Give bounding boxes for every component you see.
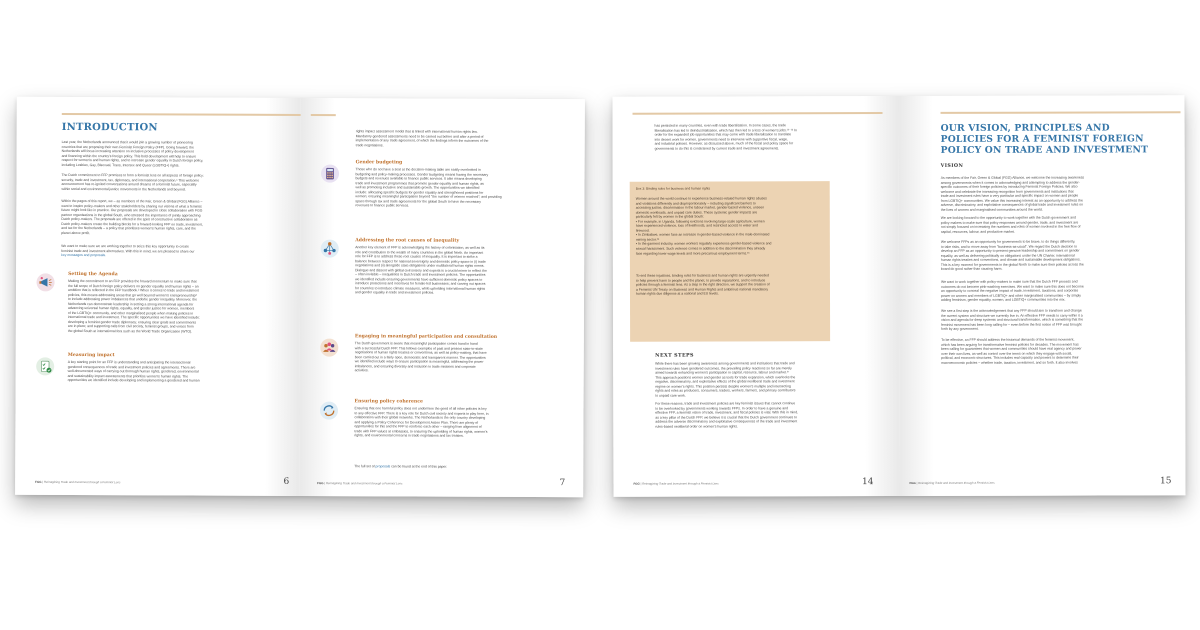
- page-15: [898, 95, 1185, 496]
- vision-paragraph-4: We want to work together with policy-makers to make sure that the Dutch FFP process and outcomes do not become pink-washing exercises. We want to make sure this does not become an opportunity to conceal the negative impact of trade, investment, taxations, and corporate power on women and members of LGBTIQ+ and other marginalised communities – by simply adding feminism, gender equality, women, and LGBTIQ+ communities into the mix.: [940, 279, 1084, 303]
- top-accent-rule: [62, 113, 301, 116]
- section-body-gender-budgeting: Those who do not have a seat at the decision-making table are easily overlooked in budgeting and policy-making processes. Gender budgeting means having the necessary budgets and revenues available to finance public services. It also means developing trade and investment programmes that promote gender equality and human rights, as well as promoting inclusive and sustainable growth. The opportunities we identified include: allocating specific budgets for gender equality and strengthened positions for women; ensuring meaningful participation beyond "the number of women reached"; and providing space through tax and trade agreements for the global South to have the necessary revenues to finance public services.: [355, 167, 502, 208]
- vision-paragraph-2: We are looking forward to the opportunity to work together with the Dutch government and policy-makers to make sure that policy responses around gender, trade, and investment are not simply focused on increasing the numbers and roles of women involved in the free flow of capital, resources, labour, and productive market.: [940, 215, 1081, 234]
- section-heading-root-causes: Addressing the root causes of inequality: [355, 238, 460, 244]
- page-14: [612, 96, 899, 497]
- next-steps-paragraph-2: For these reasons, trade and investment policies are key feminist issues that cannot continue to be overlooked by governments working towards FFPs. In order to have a genuine and effective FFP, a feminist vision of trade, investment, and fiscal policies is vital. With this in mind, as a key pillar of the Dutch FFP, we believe it is crucial that the Dutch government continues to address the adverse discriminatory and exploitative consequences of the trade and investment rules-based neoliberal order on women's human rights.: [655, 401, 799, 429]
- page-number: 15: [1160, 476, 1172, 487]
- box-title: Box 3: Binding rules for business and human rights: [635, 186, 711, 191]
- page-number: 7: [559, 478, 566, 489]
- next-steps-paragraph-1: While there has been growing awareness among governments and institutions that trade and investment rules have gendered outcomes, the prevailing policy reactions so far are merely aimed towards enhancing women's participation in capital, resource, labour and market.²⁷ This approach positions women and gender as tools for trade expansion, which overlooks the negative, discriminatory, and exploitative effects of the global neoliberal trade and investment regime on women's rights. This position persists despite women's multiple and intersecting rights and roles as producers, consumers, traders, workers, farmers, and primary contributors to unpaid care work.: [655, 361, 796, 398]
- top-accent-rule: [633, 112, 883, 115]
- page-title: INTRODUCTION: [61, 121, 158, 134]
- section-body-root-causes: Another key element of FFP is acknowledging the history of colonisation, as well as its role and contribution to the wealth of many countries in the global North. An important role for FFP is to address these root causes of inequality. It is important to strike a balance between respect for national sovereignty and domestic policy space in (i) trade negotiations and (ii) alongside state obligations under multilateral human rights norms. Dialogue and dissent with global civil society and experts is a crucial mirror to reflect the – often invisible – inequalities in Dutch trade and investment policies. The opportunities we identified include ensuring governments have sufficient domestic policy spaces to introduce protections and incentives for female-led businesses; and carving out spaces for countries to introduce climate measures, while upholding international human rights and gender equality in trade and investment policies.: [355, 245, 487, 296]
- section-heading-measuring-impact: Measuring impact: [67, 352, 115, 359]
- checklist-icon: [36, 357, 55, 376]
- section-heading-gender-budgeting: Gender budgeting: [355, 160, 403, 166]
- spread-pages-14-15: [612, 95, 1185, 496]
- footer-brand: FGG: [35, 479, 42, 484]
- cycle-arrows-icon: [319, 401, 338, 420]
- page-title: OUR VISION, PRINCIPLES AND POLICIES FOR A FEMINIST FOREIGN POLICY ON TRADE AND INVESTMENT: [940, 122, 1149, 156]
- footer-title: Reimagining Trade and Investment through a Feminist Lens: [43, 479, 121, 485]
- people-icon: [320, 338, 339, 357]
- network-icon: [320, 239, 339, 258]
- box-body: Women around the world continue to experience business-related human rights abuses and violations differently and disproportionately – including significant barriers to accessing justice, discrimination in the labour market, gender-based violence, unseen domestic workloads, and unpaid care duties. These systemic gender impacts are particularly felt by women in the global South: • For example, in Uganda, following evictions involving large-scale agriculture, women have experienced violence, loss of livelihoods, and restricted access to water and firewood. • In Zimbabwe, women face an increase in gender-based violence in the male-dominated mining sector.²⁵ • In the garment industry, women workers regularly experience gender-based violence and sexual harassment. Such violence comes in addition to the discrimination they already face regarding lower wage levels and more precarious employment terms.²⁶: [635, 196, 772, 256]
- closing-text-pre: The full set of: [354, 464, 376, 469]
- page-footer: FGG | Reimagining Trade and Investment through a Feminist Lens: [317, 481, 403, 486]
- page-footer: FGG | Reimagining Trade and Investment through a Feminist Lens: [909, 480, 995, 485]
- calculator-icon: [320, 164, 339, 183]
- page-6: [15, 97, 301, 496]
- closing-text-post: can be found at the end of this paper.: [390, 464, 448, 469]
- intro-paragraph-1: Last year, the Netherlands announced that it would join a growing number of pioneering countries that are proposing their own Feminist Foreign Policy (FFP). Going forward, the Netherlands will focus increasing attention on inclusive processes of policy development and financing within the country's foreign policy. This bold development will help to ensure respect for women's and human rights, and to increase gender equality in Dutch foreign policy, including Lesbian, Gay, Bisexual, Trans, Intersex and Queer (LGBTIQ+) rights.: [61, 139, 204, 168]
- page-footer: FGG | Reimagining Trade and Investment through a Feminist Lens: [633, 481, 719, 486]
- intro-paragraph-2: The Dutch commitment to FFP promises to form a feminist lens on all aspects of foreign policy: security, trade and investment, tax, diplomacy, and international cooperation.¹ This welcome announcement has re-ignited conversations around dreams of a feminist future, especially within social and environmental justice movements in the Netherlands and beyond.: [61, 172, 204, 192]
- vision-paragraph-1: As members of the Fair, Green & Global (FGG) Alliance, we welcome the increasing awareness among governments when it comes to acknowledging and attempting to address the gender- specific outcomes of their foreign policies by introducing Feminist Foreign Policies. We also welcome and celebrate the increasing recognition from governments and institutions that trade and investment rules have a very particular and specific impact on women and people from LGBTIQ+ communities. We value this increasing interest as an opportunity to address the adverse, discriminatory, and exploitative consequences of global trade and investment rules on the lives of women and marginalised communities around the world.: [940, 175, 1085, 212]
- page-number: 14: [862, 477, 874, 488]
- section-body-participation: The Dutch government is aware that meaningful participation comes hand in hand with a successful Dutch FFP. This follows examples of past and present state-to-state negotiations of human rights treaties or conventions, as well as policy-making, that have been carried out in a fairly open, democratic and transparent manner. The opportunities we identified include ways to ensure participation is meaningful, addressing the power imbalances, and ensuring diversity and inclusion in trade missions and corporate activities.: [354, 341, 487, 373]
- next-steps-heading: NEXT STEPS: [655, 352, 694, 359]
- footer-brand: FGG: [909, 480, 916, 485]
- footer-brand: FGG: [317, 481, 324, 486]
- section-heading-participation: Engaging in meaningful participation and consultation: [354, 334, 498, 340]
- closing-line: [354, 464, 584, 470]
- section-heading-setting-agenda: Setting the Agenda: [68, 271, 118, 278]
- vision-paragraph-6: To be effective, an FFP should address the historical demands of the feminist movement, which has been arguing for transformative feminist policies for decades. The movement has been calling for guarantees that women and communities should have real agency and power over their own lives, as well as control over the terms on which they engage with social, political, and economic structures. This includes real capacity and powers to determine their macroeconomic policies – whether trade, taxation, investment, and so forth. It also involves: [941, 337, 1082, 365]
- intro-paragraph-3: Within the pages of this report, we – as members of the Fair, Green & Global (FGG) Alliance – want to inspire policy-makers and other stakeholders by sharing our visions of what a feminist future might look like in practice. Our proposals are developed in close collaboration with FGG partner organisations in the global South, who stressed the importance of jointly approaching Dutch policy-makers. The proposals are offered in the spirit of constructive collaboration as Dutch policy-makers create the building blocks for a forward-looking FFP on trade, investment, and tax for the Netherlands – a policy that prioritises women's human rights, care, and the planet above profit.: [61, 198, 203, 235]
- box-body-conclusion: To end these injustices, binding rules for business and human rights are urgently needed to help prevent harm to people and the planet, to provide reparations, and to introduce policies through a feminist lens. As a step in the right direction, we support the creation of a Feminist UN Treaty on Business and Human Rights and ambitious national mandatory human rights due diligence at a national and EU levels.: [635, 273, 770, 296]
- page-number: 6: [283, 476, 290, 487]
- footer-title: Reimagining Trade and Investment through a Feminist Lens: [642, 481, 719, 486]
- continued-paragraph: has persisted in many countries, even with trade liberalisation. In some cases, the trade liberalisation has led to deindustrialisation, which has then led to a loss of women's jobs.¹²⁻¹³ In order for the expanded job opportunities that may come with trade liberalisation to translate into decent work for women, governments need to intervene with supportive fiscal, wage, and industrial policies. However, as discussed above, much of the fiscal and policy space for governments to do this is constrained by current trade and investment agreements.: [654, 123, 797, 151]
- intro-paragraph-4: We want to make sure we are working together to seize this key opportunity to create feminist trade and investment alternatives. With this in mind, we are pleased to share our: [61, 243, 195, 254]
- page-7: [299, 98, 585, 497]
- section-body-measuring-impact: A key starting point for an FFP is understanding and anticipating the intersectional gendered consequences of trade and investment policies and agreements. There are well-documented ways of carrying out thorough human rights, gendered, environmental and sustainability impact assessments that prioritise women's human rights. The opportunities we identified include developing and implementing a gendered and human: [67, 359, 200, 383]
- section-body-policy-coherence: Ensuring that one harmful policy does not undermine the good of all other policies is key to any effective FFP. There is a key role for Dutch civil society and experts to play here, in collaboration with their global networks. The Netherlands is the only country developing and applying a Policy Coherence for Development Action Plan. There are plenty of opportunities for this and the FFP to reinforce each other – ranging from alignment of trade with FFP values at embassies, to ensuring the upholding of human rights, women's rights, and environmental concerns in trade negotiations and tax treaties.: [354, 406, 489, 438]
- vision-paragraph-3: We welcome FFPs as an opportunity for governments to be brave, to do things differently, to take risks, and to move away from "business-as-usual". We regard the Dutch decision to develop an FFP as an opportunity to present genuine leadership and commitment on gender equality, as well as delivering politically on obligations under the UN Charter, international human rights treaties and conventions, and climate and sustainable development obligations. This is a key moment for governments in the global North to make sure their policies across the board do good rather than causing harm.: [940, 239, 1084, 272]
- page-footer: FGG | Reimagining Trade and Investment through a Feminist Lens: [35, 479, 121, 485]
- footer-brand: FGG: [633, 481, 640, 486]
- top-accent-rule: [941, 111, 1181, 114]
- spread-pages-6-7: [15, 97, 585, 497]
- proposals-link[interactable]: proposals: [375, 464, 391, 469]
- vision-label: VISION: [940, 162, 964, 169]
- footer-title: Reimagining Trade and Investment through a Feminist Lens: [325, 481, 403, 486]
- top-accent-rule: [311, 114, 336, 116]
- footer-title: Reimagining Trade and Investment through a Feminist Lens: [918, 480, 995, 485]
- section-body-setting-agenda: Making the commitment to an FFP provides the forward momentum to make sure that the full scope of Dutch foreign policy delivers on gender equality and human rights – an ambition that is reflected in the FFP handbook.² When it comes to trade and investment policies, this means addressing areas that go well beyond women's entrepreneurship³ to include addressing power imbalances that underlie gender inequality. Moreover, the Netherlands can demonstrate leadership in setting a strong international agenda for advancing universal human rights, equality, and gender justice for women, members of the LGBTIQ+ community, and other marginalised people when making policies in international trade and investment. The specific opportunities we have identified include: developing a feminist gender trade diplomacy; ensuring clear goals and commitments are in place; and supporting calls from civil society, feminist groups, and voices from the global South at international fora such as the World Trade Organization (WTO).: [67, 278, 200, 334]
- box-3-binding-rules: [630, 181, 830, 342]
- key-messages-link[interactable]: key messages and proposals.: [61, 252, 107, 258]
- continued-paragraph: rights impact assessment model that is linked with international human rights law. Mandatory gendered assessments need to be carried out before and after a period of implementation of any trade agreement, of which the findings inform the outcomes of the trade negotiations.: [355, 129, 489, 148]
- vision-paragraph-5: We see a first step is the acknowledgement that any FFP should aim to transform and change the current system and structure we currently live in. An effective FFP needs to carry within it a vision and agenda for deep systemic and structural transformation, which is something that the feminist movement has been long calling for – even before the first notion of FFP was brought forth by any government.: [941, 308, 1083, 332]
- megaphone-icon: [36, 273, 55, 292]
- section-heading-policy-coherence: Ensuring policy coherence: [354, 399, 424, 405]
